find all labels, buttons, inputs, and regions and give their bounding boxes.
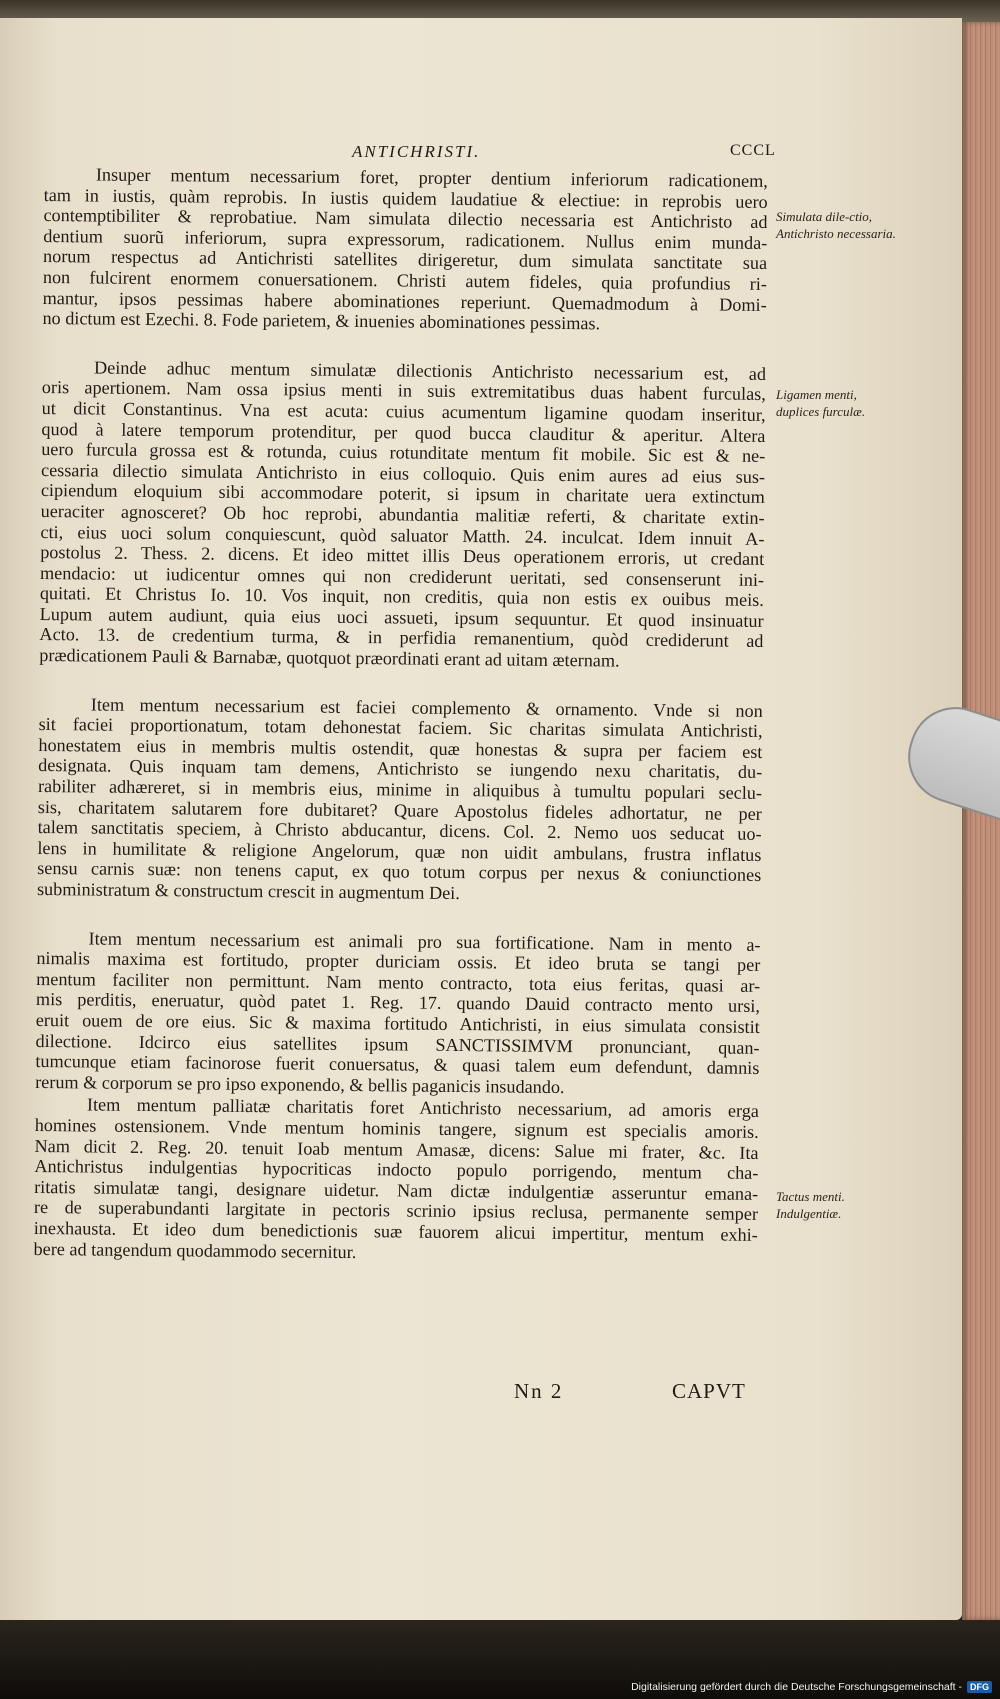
paragraph-3 — [37, 694, 763, 907]
text-line: Acto. 13. de credentium turma, & in perfidia remanentium, quòd crediderunt ad — [39, 624, 764, 652]
text-line: Nam dicit 2. Reg. 20. tenuit Ioab mentum Amasæ, dicens: Salue mi frater, &c. Ita — [34, 1135, 759, 1163]
text-line: prædicationem Pauli & Barnabæ, quotquot præordinati erant ad uitam æternam. — [39, 645, 620, 671]
text-line: Lupum autem audiunt, quia eius uoci assueti, ipsum sequuntur. Et quod insinuatur — [39, 603, 764, 631]
text-line: uero furcula grossa est & rotunda, cuius rotunditate mentum fit mobile. Sic est & ne- — [41, 439, 766, 467]
text-line: eruit ouem de ore eius. Sic & maxima fortitudo Antichristi, in eius simulata consistit — [35, 1009, 760, 1037]
text-line: cti, eius uoci solum conquiescunt, quòd saluator Matth. 24. inculcat. Idem innuit A- — [40, 521, 765, 549]
text-line: oris apertionem. Nam ossa ipsius menti in suis extremitatibus duas habent furculas, — [41, 377, 766, 405]
text-line: mis perditis, eneruatur, quòd patet 1. Reg. 17. quando Dauid contracto mento ursi, — [35, 989, 761, 1017]
credit-text: Digitalisierung gefördert durch die Deutsche Forschungsgemeinschaft - — [631, 1681, 962, 1693]
signature-mark: Nn 2 — [514, 1379, 564, 1403]
text-line: sensu carnis suæ: non tenens caput, ex quo totum corpus per nexus & coniunctiones — [37, 858, 762, 886]
text-line: tumcunque etiam facinorose fuerit conuersatus, & quasi talem eum defendunt, damnis — [35, 1051, 760, 1079]
text-line: ut dicit Constantinus. Vna est acuta: cuius acumentum ligamine quodam inseritur, — [41, 397, 766, 425]
text-line: contemptibiliter & reprobatiue. Nam simulata dilectio necessaria est Antichristo ad — [43, 205, 768, 233]
text-line: honestatem eius in membris multis ostendit, quæ honestas & supra per faciem est — [38, 734, 763, 762]
text-line: subministratum & constructum crescit in augmentum Dei. — [36, 878, 460, 904]
text-line: inexhausta. Et ideo dum benedictionis suæ fauorem alicui impertitur, mentum exhi- — [33, 1217, 758, 1245]
text-line: mantur, ipsos pessimas habere abominationes reperiunt. Quemadmodum à Domi- — [42, 287, 767, 315]
running-title: ANTICHRISTI. — [352, 142, 481, 161]
text-line: dentium suorũ inferiorum, supra expressorum, radicationem. Nullus enim munda- — [43, 225, 768, 253]
dfg-logo-icon: DFG — [967, 1681, 992, 1693]
text-line: no dictum est Ezechi. 8. Fode parietem, & inuenies abominationes pessimas. — [42, 308, 601, 334]
catchword: CAPVT — [672, 1379, 746, 1403]
text-line: Item mentum necessarium est faciei complemento & ornamento. Vnde si non — [90, 694, 763, 721]
text-line: sis, charitatem salutarem fore dubitaret? Quare Apostolus fideles adhortatur, ne per — [37, 796, 762, 824]
text-line: nimalis maxima est fortitudo, propter duriciam ossis. Et ideo bruta se tangi per — [36, 948, 761, 976]
text-line: Item mentum necessarium est animali pro sua fortificatione. Nam in mento a- — [88, 928, 761, 955]
text-line: Deinde adhuc mentum simulatæ dilectionis Antichristo necessarium est, ad — [93, 357, 767, 384]
text-line: re de superabundanti largitate in pectoris scrinio ipsius reclusa, permanente semper — [33, 1197, 759, 1225]
paragraph-5 — [33, 1094, 759, 1266]
text-line: cessaria dilectio simulata Antichristo in eius colloquio. Quis enim aures ad eius sus- — [40, 459, 766, 487]
digitization-credit — [631, 1681, 992, 1693]
margin-note-ligamen-menti: Ligamen menti, duplices furculæ. — [776, 387, 866, 419]
text-line: quod à latere temporum protenditur, per quod bucca clauditur & aperitur. Altera — [41, 418, 766, 446]
text-line: talem sanctitatis speciem, à Christo abducantur, dicens. Col. 2. Nemo uos seducat uo- — [37, 817, 762, 845]
text-line: non fulcirent enormem conuersationem. Christi autem fideles, quia profundius ri- — [42, 266, 767, 294]
text-line: ueraciter agnosceret? Ob hoc reprobi, abundantia malitiæ referti, & charitate extin- — [40, 500, 765, 528]
text-line: homines ostensionem. Vnde mentum hominis tangere, signum est specialis amoris. — [34, 1114, 759, 1142]
text-line: bere ad tangendum quodammodo secernitur. — [33, 1238, 357, 1262]
paragraph-2 — [39, 357, 766, 673]
text-line: Insuper mentum necessarium foret, propter dentium inferiorum radicationem, — [95, 164, 768, 191]
paragraph-1 — [42, 164, 768, 336]
book-page-edges — [962, 22, 1000, 1620]
margin-note-tactus-menti: Tactus menti. Indulgentiæ. — [776, 1189, 845, 1221]
text-line: Item mentum palliatæ charitatis foret Antichristo necessarium, ad amoris erga — [86, 1094, 760, 1122]
text-line: ritatis simulatæ tangi, designare uidetur. Nam dictæ indulgentiæ asseruntur emana- — [34, 1176, 759, 1204]
paragraph-4 — [35, 928, 761, 1100]
text-line: rabiliter adhæreret, si in membris eius, minime in aliquibus à tumultu populari seclu- — [37, 776, 763, 803]
text-line: quitati. Et Christus Io. 10. Vos inquit, non creditis, quia non estis ex ouibus meis. — [39, 583, 764, 611]
main-text-block — [33, 164, 768, 1294]
text-line: tam in iustis, quàm reprobis. In iustis quidem laudatiue & electiue: in reprobis uero — [43, 184, 768, 212]
text-line: Antichristus indulgentias hypocriticas indocto populo porrigendo, mentum cha- — [34, 1156, 759, 1184]
book-page — [0, 18, 962, 1620]
text-line: dilectione. Idcirco eius satellites ipsum SANCTISSIMVM pronunciant, quan- — [35, 1030, 760, 1058]
text-line: mentum faciliter non permittunt. Nam mento contracto, tota eius feritas, quasi ar- — [36, 968, 761, 996]
text-line: postolus 2. Thess. 2. dicens. Et ideo mittet illis Deus operationem erroris, ut credant — [40, 542, 765, 570]
margin-note-simulata-dilectio: Simulata dile-ctio, Antichristo necessaria. — [776, 209, 896, 241]
text-line: norum respectus ad Antichristi satellites dirigeretur, dum simulata sanctitate sua — [43, 246, 768, 274]
scanner-bed — [0, 1620, 1000, 1699]
text-line: cipiendum eloquium sibi accommodare poterit, si ipsum in charitate uera extinctum — [40, 480, 765, 508]
text-line: designata. Quis inquam tam demens, Antichristo se iungendo nexu charitatis, du- — [38, 755, 763, 783]
text-line: mendacio: ut iudicentur omnes qui non crediderunt ueritati, sed consenserunt ini- — [39, 562, 765, 590]
folio-number: CCCL — [730, 142, 776, 159]
text-line: lens in humilitate & religione Angelorum, quæ non uidit ambulans, frustra inflatus — [37, 837, 762, 865]
text-line: sit faciei proportionatum, totam dehonestat faciem. Sic charitas simulata Antichristi, — [38, 714, 763, 742]
text-line: rerum & corporum se pro ipso exponendo, & bellis paganicis insudando. — [35, 1071, 565, 1097]
